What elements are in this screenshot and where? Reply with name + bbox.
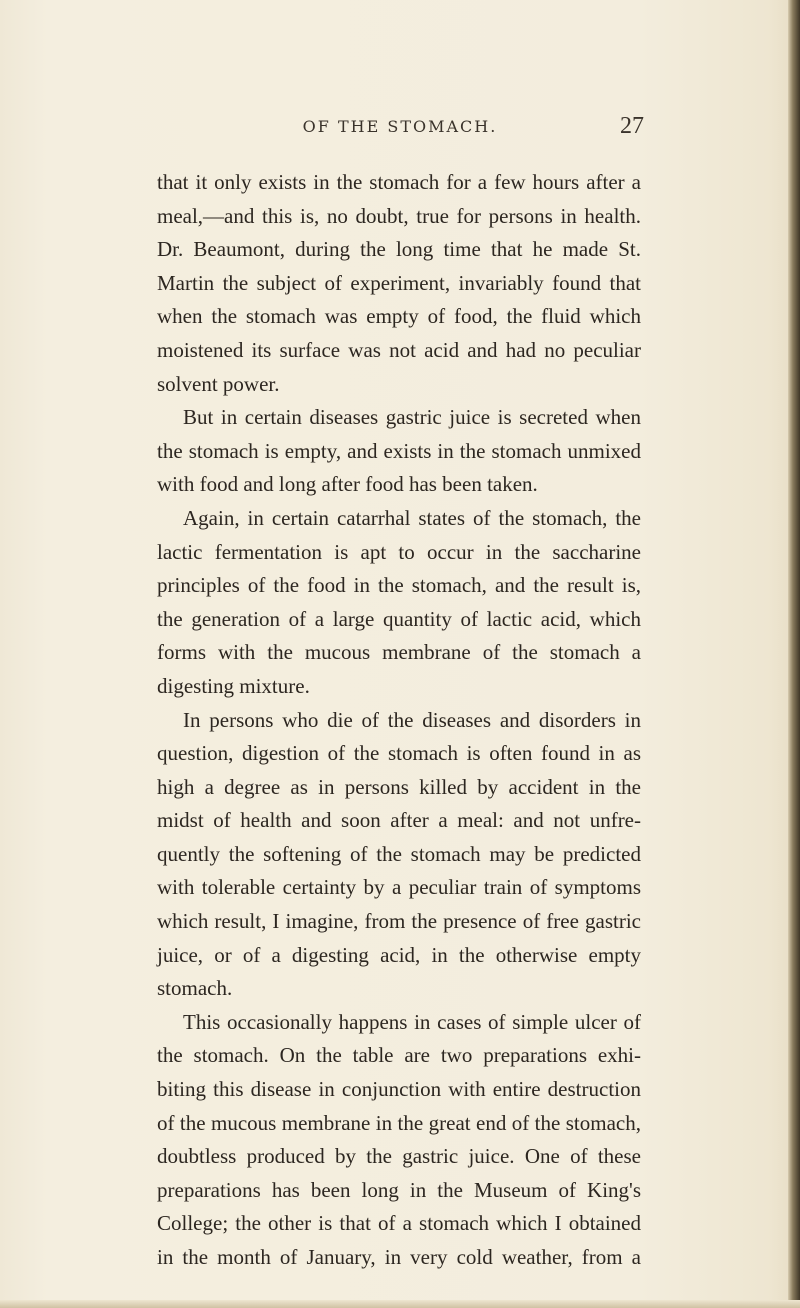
text-line: of the mucous membrane in the great end of the stomach, bbox=[157, 1110, 641, 1135]
text-line: biting this disease in conjunction with entire destruction bbox=[157, 1077, 641, 1102]
text-line: the stomach. On the table are two preparations exhi- bbox=[157, 1043, 641, 1068]
text-line: that it only exists in the stomach for a few hours after a bbox=[157, 170, 641, 194]
text-line: doubtless produced by the gastric juice. One of these bbox=[157, 1144, 641, 1169]
body-text bbox=[157, 166, 641, 1275]
text-line: solvent power. bbox=[157, 371, 280, 396]
text-line: forms with the mucous membrane of the stomach a bbox=[157, 640, 641, 665]
text-line: But in certain diseases gastric juice is secreted when bbox=[183, 405, 641, 430]
text-line: principles of the food in the stomach, and the result is, bbox=[157, 573, 641, 598]
page-spine-edge bbox=[788, 0, 800, 1308]
page-bottom-edge bbox=[0, 1300, 800, 1308]
text-line: juice, or of a digesting acid, in the otherwise empty bbox=[157, 942, 641, 967]
running-title: OF THE STOMACH. bbox=[302, 117, 498, 136]
running-head bbox=[0, 113, 800, 143]
text-line: quently the softening of the stomach may be predicted bbox=[157, 841, 641, 866]
text-line: when the stomach was empty of food, the fluid which bbox=[157, 304, 641, 329]
text-line: Dr. Beaumont, during the long time that he made St. bbox=[157, 237, 641, 262]
text-line: digesting mixture. bbox=[157, 673, 310, 698]
text-line: meal,—and this is, no doubt, true for persons in health. bbox=[157, 203, 641, 228]
text-line: College; the other is that of a stomach which I obtained bbox=[157, 1211, 641, 1236]
text-line: This occasionally happens in cases of simple ulcer of bbox=[183, 1009, 641, 1034]
text-line: the generation of a large quantity of lactic acid, which bbox=[157, 606, 641, 631]
text-line: question, digestion of the stomach is often found in as bbox=[157, 741, 641, 766]
text-line: the stomach is empty, and exists in the stomach unmixed bbox=[157, 438, 641, 463]
text-line: Martin the subject of experiment, invariably found that bbox=[157, 270, 641, 295]
text-line: preparations has been long in the Museum of King's bbox=[157, 1177, 641, 1202]
text-line: In persons who die of the diseases and disorders in bbox=[183, 707, 641, 732]
text-line: which result, I imagine, from the presence of free gastric bbox=[157, 909, 641, 934]
text-line: in the month of January, in very cold weather, from a bbox=[157, 1245, 641, 1269]
text-line: midst of health and soon after a meal: and not unfre- bbox=[157, 808, 641, 833]
text-line: high a degree as in persons killed by accident in the bbox=[157, 774, 641, 799]
text-line: stomach. bbox=[157, 976, 233, 1001]
text-line: Again, in certain catarrhal states of the stomach, the bbox=[183, 505, 641, 530]
text-line: with food and long after food has been taken. bbox=[157, 472, 538, 497]
text-line: moistened its surface was not acid and had no peculiar bbox=[157, 337, 641, 362]
page-number: 27 bbox=[620, 113, 644, 139]
text-line: with tolerable certainty by a peculiar train of symptoms bbox=[157, 875, 641, 900]
text-line: lactic fermentation is apt to occur in the saccharine bbox=[157, 539, 641, 564]
